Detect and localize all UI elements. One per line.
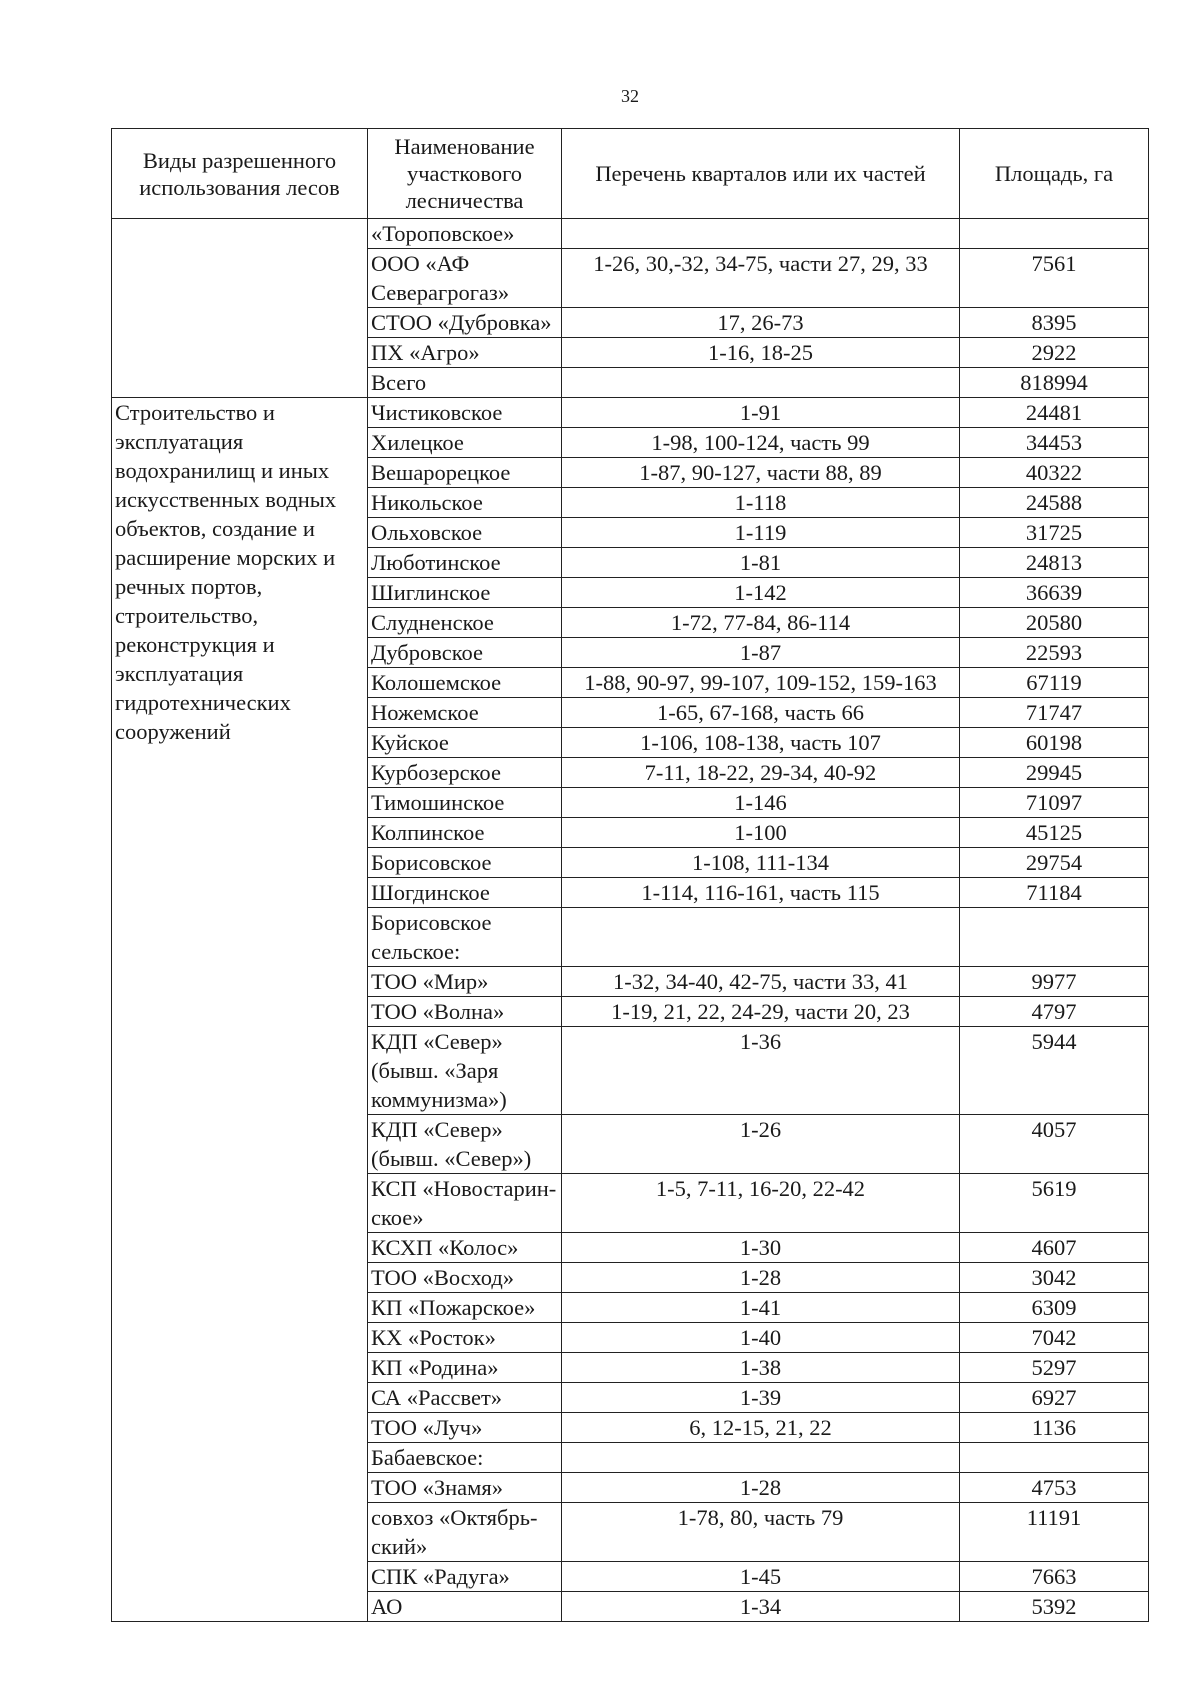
forestry-name-cell: Люботинское (368, 548, 562, 578)
quarters-cell: 1-142 (562, 578, 960, 608)
area-cell: 29945 (960, 758, 1149, 788)
area-cell: 71747 (960, 698, 1149, 728)
quarters-cell: 1-118 (562, 488, 960, 518)
table-row (112, 219, 1149, 249)
quarters-cell: 1-41 (562, 1293, 960, 1323)
table-header-row (112, 129, 1149, 219)
forestry-name-cell: ТОО «Мир» (368, 967, 562, 997)
quarters-cell: 1-45 (562, 1562, 960, 1592)
forestry-name-cell: СПК «Радуга» (368, 1562, 562, 1592)
forestry-name-cell: Колпинское (368, 818, 562, 848)
forestry-name-cell: Шогдинское (368, 878, 562, 908)
quarters-cell: 1-19, 21, 22, 24-29, части 20, 23 (562, 997, 960, 1027)
area-cell: 6927 (960, 1383, 1149, 1413)
forestry-name-cell: Никольское (368, 488, 562, 518)
usage-cell (112, 219, 368, 398)
quarters-cell: 1-26 (562, 1115, 960, 1174)
area-cell: 40322 (960, 458, 1149, 488)
forestry-name-cell: АО (368, 1592, 562, 1622)
quarters-cell: 1-106, 108-138, часть 107 (562, 728, 960, 758)
area-cell: 3042 (960, 1263, 1149, 1293)
forestry-name-cell: совхоз «Октябрь-ский» (368, 1503, 562, 1562)
forestry-name-cell: СТОО «Дубровка» (368, 308, 562, 338)
forestry-name-cell: КП «Родина» (368, 1353, 562, 1383)
forestry-name-cell: Борисовское сельское: (368, 908, 562, 967)
forestry-name-cell: КСХП «Колос» (368, 1233, 562, 1263)
area-cell (960, 1443, 1149, 1473)
area-cell: 31725 (960, 518, 1149, 548)
forestry-name-cell: КП «Пожарское» (368, 1293, 562, 1323)
header-usage: Виды разрешенного использования лесов (112, 129, 368, 219)
area-cell: 24813 (960, 548, 1149, 578)
area-cell: 6309 (960, 1293, 1149, 1323)
forest-use-table (111, 128, 1149, 1622)
forestry-name-cell: Слудненское (368, 608, 562, 638)
table-row (112, 398, 1149, 428)
quarters-cell: 1-16, 18-25 (562, 338, 960, 368)
forestry-name-cell: КХ «Росток» (368, 1323, 562, 1353)
area-cell: 71097 (960, 788, 1149, 818)
quarters-cell: 1-81 (562, 548, 960, 578)
area-cell: 71184 (960, 878, 1149, 908)
forestry-name-cell: Ножемское (368, 698, 562, 728)
quarters-cell: 7-11, 18-22, 29-34, 40-92 (562, 758, 960, 788)
quarters-cell (562, 1443, 960, 1473)
table-body (112, 219, 1149, 1622)
area-cell: 7663 (960, 1562, 1149, 1592)
forestry-name-cell: Бабаевское: (368, 1443, 562, 1473)
forestry-name-cell: Шиглинское (368, 578, 562, 608)
forestry-name-cell: ТОО «Луч» (368, 1413, 562, 1443)
forestry-name-cell: ПХ «Агро» (368, 338, 562, 368)
quarters-cell (562, 908, 960, 967)
quarters-cell: 1-72, 77-84, 86-114 (562, 608, 960, 638)
area-cell: 45125 (960, 818, 1149, 848)
forestry-name-cell: ТОО «Восход» (368, 1263, 562, 1293)
area-cell: 5944 (960, 1027, 1149, 1115)
area-cell: 11191 (960, 1503, 1149, 1562)
quarters-cell: 1-146 (562, 788, 960, 818)
area-cell: 4607 (960, 1233, 1149, 1263)
area-cell: 9977 (960, 967, 1149, 997)
forestry-name-cell: Вешарорецкое (368, 458, 562, 488)
quarters-cell: 1-87, 90-127, части 88, 89 (562, 458, 960, 488)
quarters-cell: 17, 26-73 (562, 308, 960, 338)
forestry-name-cell: Борисовское (368, 848, 562, 878)
area-cell: 4797 (960, 997, 1149, 1027)
forestry-name-cell: СА «Рассвет» (368, 1383, 562, 1413)
header-area: Площадь, га (960, 129, 1149, 219)
page-number: 32 (621, 86, 639, 106)
quarters-cell: 6, 12-15, 21, 22 (562, 1413, 960, 1443)
usage-cell: Строительство и эксплуатация водохранилищ и иных искусственных водных объектов, создание и расширение морских и речных портов, строительство, реконструкция и эксплуатация гидротехнических сооружений (112, 398, 368, 1622)
area-cell (960, 219, 1149, 249)
forestry-name-cell: Колошемское (368, 668, 562, 698)
area-cell: 24588 (960, 488, 1149, 518)
forestry-name-cell: КДП «Север» (бывш. «Заря коммунизма») (368, 1027, 562, 1115)
area-cell: 4753 (960, 1473, 1149, 1503)
quarters-cell: 1-5, 7-11, 16-20, 22-42 (562, 1174, 960, 1233)
quarters-cell: 1-38 (562, 1353, 960, 1383)
forestry-name-cell: ТОО «Волна» (368, 997, 562, 1027)
area-cell: 5297 (960, 1353, 1149, 1383)
area-cell: 67119 (960, 668, 1149, 698)
forestry-name-cell: Хилецкое (368, 428, 562, 458)
area-cell: 7561 (960, 249, 1149, 308)
forestry-name-cell: Чистиковское (368, 398, 562, 428)
area-cell: 2922 (960, 338, 1149, 368)
quarters-cell: 1-34 (562, 1592, 960, 1622)
area-cell: 7042 (960, 1323, 1149, 1353)
area-cell: 20580 (960, 608, 1149, 638)
quarters-cell: 1-91 (562, 398, 960, 428)
quarters-cell: 1-88, 90-97, 99-107, 109-152, 159-163 (562, 668, 960, 698)
area-cell: 5619 (960, 1174, 1149, 1233)
area-cell: 5392 (960, 1592, 1149, 1622)
area-cell (960, 908, 1149, 967)
forestry-name-cell: ТОО «Знамя» (368, 1473, 562, 1503)
quarters-cell: 1-26, 30,-32, 34-75, части 27, 29, 33 (562, 249, 960, 308)
quarters-cell: 1-40 (562, 1323, 960, 1353)
quarters-cell: 1-100 (562, 818, 960, 848)
quarters-cell: 1-98, 100-124, часть 99 (562, 428, 960, 458)
quarters-cell: 1-65, 67-168, часть 66 (562, 698, 960, 728)
quarters-cell: 1-28 (562, 1473, 960, 1503)
area-cell: 29754 (960, 848, 1149, 878)
quarters-cell (562, 368, 960, 398)
area-cell: 22593 (960, 638, 1149, 668)
forestry-name-cell: КДП «Север» (бывш. «Север») (368, 1115, 562, 1174)
area-cell: 818994 (960, 368, 1149, 398)
area-cell: 36639 (960, 578, 1149, 608)
area-cell: 60198 (960, 728, 1149, 758)
quarters-cell: 1-78, 80, часть 79 (562, 1503, 960, 1562)
quarters-cell: 1-28 (562, 1263, 960, 1293)
area-cell: 24481 (960, 398, 1149, 428)
forestry-name-cell: «Тороповское» (368, 219, 562, 249)
forestry-name-cell: Тимошинское (368, 788, 562, 818)
area-cell: 4057 (960, 1115, 1149, 1174)
quarters-cell: 1-119 (562, 518, 960, 548)
quarters-cell: 1-39 (562, 1383, 960, 1413)
header-forestry: Наименование участкового лесничества (368, 129, 562, 219)
forestry-name-cell: КСП «Новостарин-ское» (368, 1174, 562, 1233)
forestry-name-cell: Всего (368, 368, 562, 398)
quarters-cell (562, 219, 960, 249)
area-cell: 1136 (960, 1413, 1149, 1443)
forestry-name-cell: Курбозерское (368, 758, 562, 788)
forestry-name-cell: Куйское (368, 728, 562, 758)
area-cell: 8395 (960, 308, 1149, 338)
header-quarters: Перечень кварталов или их частей (562, 129, 960, 219)
forestry-name-cell: ООО «АФ Северагрогаз» (368, 249, 562, 308)
quarters-cell: 1-87 (562, 638, 960, 668)
quarters-cell: 1-114, 116-161, часть 115 (562, 878, 960, 908)
area-cell: 34453 (960, 428, 1149, 458)
quarters-cell: 1-36 (562, 1027, 960, 1115)
quarters-cell: 1-108, 111-134 (562, 848, 960, 878)
forestry-name-cell: Ольховское (368, 518, 562, 548)
quarters-cell: 1-30 (562, 1233, 960, 1263)
quarters-cell: 1-32, 34-40, 42-75, части 33, 41 (562, 967, 960, 997)
forestry-name-cell: Дубровское (368, 638, 562, 668)
